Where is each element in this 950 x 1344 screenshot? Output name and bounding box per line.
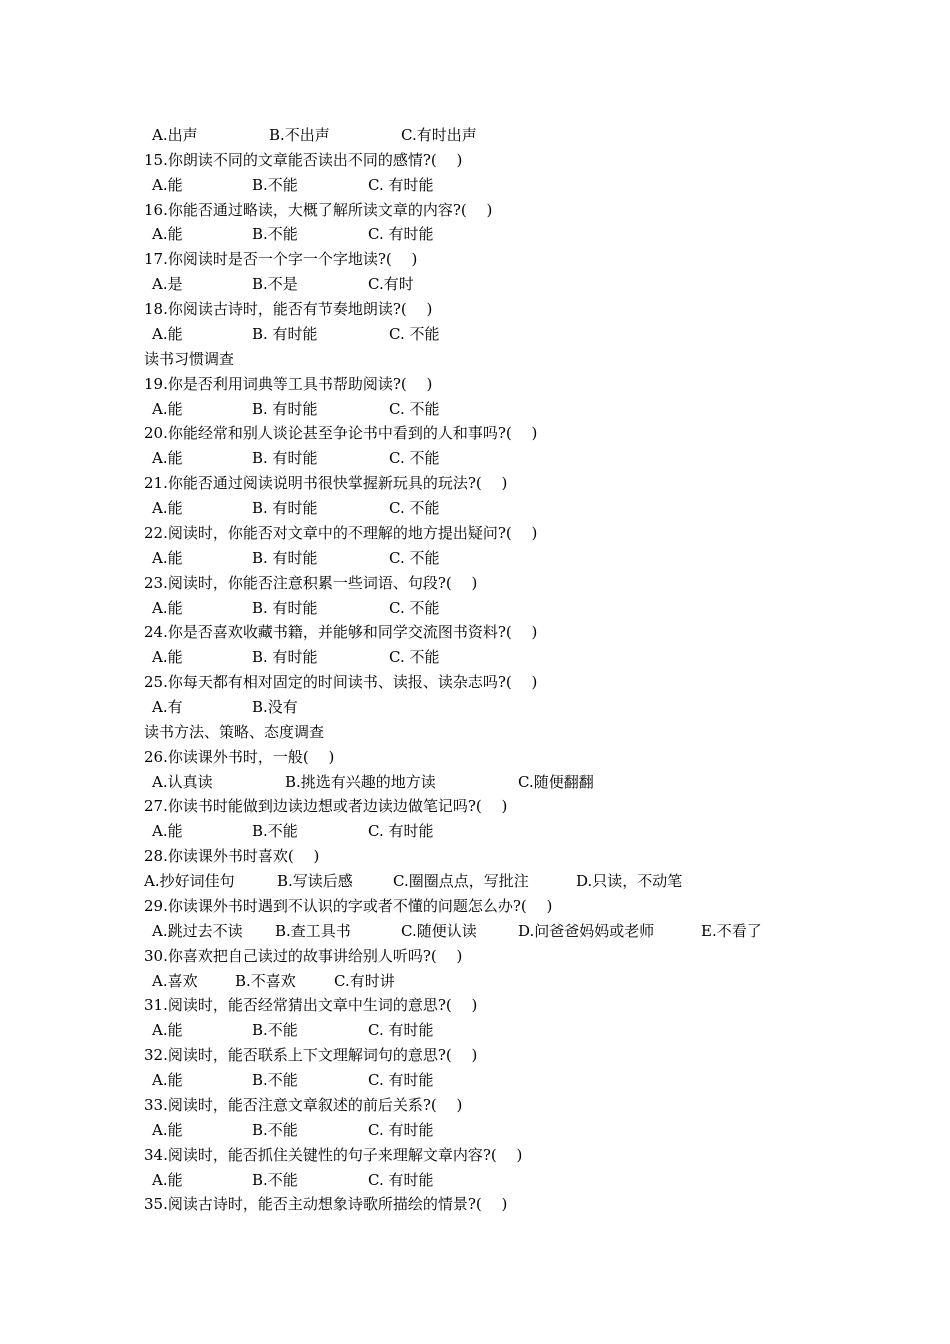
- question-text: 22.阅读时，你能否对文章中的不理解的地方提出疑问?( ): [144, 523, 538, 542]
- answer-option: B.不能: [252, 1021, 298, 1040]
- answer-option: C.有时出声: [401, 126, 477, 144]
- answer-option: A.能: [152, 822, 183, 841]
- answer-option: B.查工具书: [275, 921, 351, 940]
- question-text: 24.你是否喜欢收藏书籍，并能够和同学交流图书资料?( ): [144, 623, 538, 642]
- question-text: 30.你喜欢把自己读过的故事讲给别人听吗?( ): [144, 946, 463, 965]
- section-heading-text: 读书方法、策略、态度调查: [144, 722, 325, 741]
- answer-option: C.随便认读: [401, 921, 477, 940]
- answer-option: C. 有时能: [368, 1021, 434, 1040]
- question-text: 32.阅读时，能否联系上下文理解词句的意思?( ): [144, 1046, 478, 1065]
- answer-option: C. 有时能: [368, 225, 434, 244]
- answer-option: B. 有时能: [252, 598, 318, 617]
- answer-option: A.能: [152, 499, 183, 518]
- answer-option: B. 有时能: [252, 648, 318, 667]
- question-text: 33.阅读时，能否注意文章叙述的前后关系?( ): [144, 1095, 463, 1114]
- answer-option: B.不能: [252, 1071, 298, 1090]
- answer-option: B. 有时能: [252, 324, 318, 343]
- answer-option: C. 有时能: [368, 1170, 434, 1189]
- answer-option: A.能: [152, 175, 183, 194]
- answer-option: B.不能: [252, 1120, 298, 1139]
- answer-option: A.能: [152, 324, 183, 343]
- answer-option: A.能: [152, 1120, 183, 1139]
- answer-option: C.随便翻翻: [518, 772, 594, 791]
- answer-option: C. 有时能: [368, 175, 434, 194]
- question-text: 29.你读课外书时遇到不认识的字或者不懂的问题怎么办?( ): [144, 896, 553, 915]
- answer-option: C.有时: [368, 275, 414, 294]
- answer-option: D.只读，不动笔: [576, 872, 683, 891]
- answer-option: A.认真读: [152, 772, 213, 791]
- answer-option: A.能: [152, 1071, 183, 1090]
- answer-option: B. 有时能: [252, 399, 318, 418]
- answer-option: A.抄好词佳句: [144, 872, 235, 891]
- question-text: 34.阅读时，能否抓住关键性的句子来理解文章内容?( ): [144, 1145, 523, 1164]
- answer-option: A.喜欢: [152, 971, 198, 990]
- answer-option: B.不出声: [269, 126, 330, 144]
- answer-option: A.是: [152, 275, 183, 294]
- answer-option: C. 有时能: [368, 1071, 434, 1090]
- question-text: 15.你朗读不同的文章能否读出不同的感情?( ): [144, 150, 463, 169]
- answer-option: A.能: [152, 399, 183, 418]
- answer-option: D.问爸爸妈妈或老师: [518, 921, 655, 940]
- question-text: 21.你能否通过阅读说明书很快掌握新玩具的玩法?( ): [144, 474, 508, 493]
- answer-option: A.能: [152, 1021, 183, 1040]
- answer-option: A.跳过去不读: [152, 921, 243, 940]
- answer-option: B.不能: [252, 175, 298, 194]
- answer-option: C. 不能: [389, 399, 440, 418]
- answer-option: C. 不能: [389, 648, 440, 667]
- question-text: 35.阅读古诗时，能否主动想象诗歌所描绘的情景?( ): [144, 1195, 508, 1214]
- answer-option: B.挑选有兴趣的地方读: [285, 772, 436, 791]
- section-heading-text: 读书习惯调查: [144, 349, 235, 368]
- answer-option: B.不能: [252, 1170, 298, 1189]
- answer-option: A.能: [152, 1170, 183, 1189]
- answer-option: A.能: [152, 225, 183, 244]
- answer-option: C.圈圈点点，写批注: [393, 872, 529, 891]
- question-text: 31.阅读时，能否经常猜出文章中生词的意思?( ): [144, 996, 478, 1015]
- answer-option: B.不能: [252, 225, 298, 244]
- answer-option: E.不看了: [701, 921, 762, 940]
- answer-option: C. 不能: [389, 449, 440, 468]
- question-text: 25.你每天都有相对固定的时间读书、读报、读杂志吗?( ): [144, 673, 538, 692]
- answer-option: B.写读后感: [277, 872, 353, 891]
- answer-option: B. 有时能: [252, 499, 318, 518]
- question-text: 26.你读课外书时，一般( ): [144, 747, 335, 766]
- question-text: 28.你读课外书时喜欢( ): [144, 847, 320, 866]
- answer-option: C. 不能: [389, 499, 440, 518]
- answer-option: B.不喜欢: [235, 971, 296, 990]
- answer-option: B.不是: [252, 275, 298, 294]
- answer-option: A.能: [152, 648, 183, 667]
- answer-option: A.能: [152, 548, 183, 567]
- answer-option: C. 有时能: [368, 822, 434, 841]
- answer-option: A.能: [152, 598, 183, 617]
- answer-option: B. 有时能: [252, 548, 318, 567]
- answer-option: A.有: [152, 698, 183, 716]
- answer-option: C. 不能: [389, 324, 440, 343]
- answer-option: C.有时讲: [334, 971, 395, 990]
- answer-option: C. 不能: [389, 548, 440, 567]
- question-text: 20.你能经常和别人谈论甚至争论书中看到的人和事吗?( ): [144, 424, 538, 443]
- answer-option: C. 有时能: [368, 1120, 434, 1139]
- question-text: 17.你阅读时是否一个字一个字地读?( ): [144, 250, 418, 269]
- question-text: 23.阅读时，你能否注意积累一些词语、句段?( ): [144, 573, 478, 592]
- question-text: 27.你读书时能做到边读边想或者边读边做笔记吗?( ): [144, 797, 508, 816]
- answer-option: A.能: [152, 449, 183, 468]
- question-text: 16.你能否通过略读，大概了解所读文章的内容?( ): [144, 200, 493, 219]
- answer-option: B.没有: [252, 698, 298, 716]
- answer-option: C. 不能: [389, 598, 440, 617]
- question-text: 18.你阅读古诗时，能否有节奏地朗读?( ): [144, 300, 433, 319]
- answer-option: B.不能: [252, 822, 298, 841]
- answer-option: A.出声: [152, 126, 198, 144]
- question-text: 19.你是否利用词典等工具书帮助阅读?( ): [144, 374, 433, 393]
- answer-option: B. 有时能: [252, 449, 318, 468]
